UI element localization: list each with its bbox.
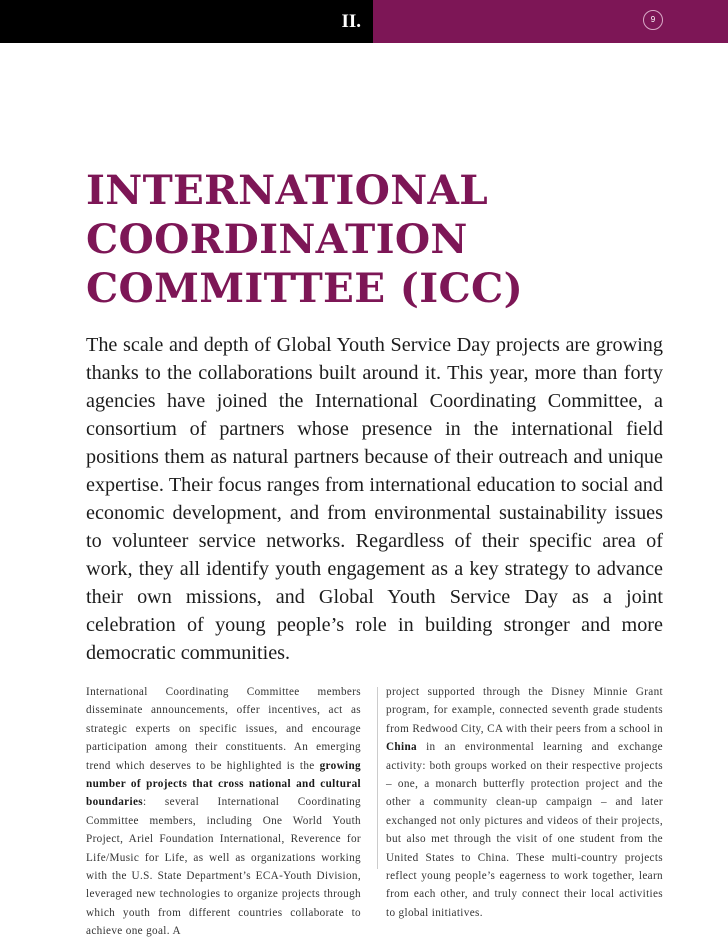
intro-paragraph: The scale and depth of Global Youth Service Day projects are growing thanks to the collaborations built around it. This year, more than forty agencies have joined the International Coordinating Committee, a consortium of partners whose presence in the international field positions them as natural partners because of their outreach and unique expertise. Their focus ranges from international education to social and economic development, and from environmental sustainability issues to volunteer service networks. Regardless of their specific area of work, they all identify youth engagement as a key strategy to advance their own missions, and Global Youth Service Day as a joint celebration of young people’s role in building stronger and more democratic communities. — [86, 334, 663, 664]
body-columns — [86, 683, 663, 941]
left-text-part-2: : several International Coordinating Committee members, including One World Youth Project, Ariel Foundation International, Reverence for Life/Music for Life, as well as organizations working with the U.S. State Department’s ECA-Youth Division, leveraged new technologies to organize projects through which youth from different countries collaborate to achieve one goal. A — [86, 796, 361, 938]
section-number-label: II. — [341, 11, 361, 32]
right-text-part-1: project supported through the Disney Minnie Grant program, for example, connected seventh grade students from Redwood City, CA with their peers from a school in — [386, 686, 663, 735]
left-column — [86, 683, 361, 941]
header-accent-bar — [373, 0, 728, 43]
title-line-2: COORDINATION — [86, 215, 468, 263]
right-text-part-2: in an environmental learning and exchange activity: both groups worked on their respective projects – one, a monarch butterfly protection project and the other a community clean-up campaign – and later exchanged not only pictures and videos of their projects, but also met through the visit of one student from the United States to China. These multi-country projects reflect young people’s eagerness to work together, learn from each other, and truly connect their local activities to global initiatives. — [386, 741, 663, 919]
title-line-3: COMMITTEE (ICC) — [86, 264, 524, 312]
page-title — [86, 166, 523, 313]
title-line-1: INTERNATIONAL — [86, 166, 489, 214]
right-column-text — [386, 683, 663, 922]
left-column-text — [86, 683, 361, 941]
left-text-part-1: International Coordinating Committee members disseminate announcements, offer incentives, act as strategic experts on specific issues, and encourage participation among their constituents. An emerging trend which deserves to be highlighted is the — [86, 686, 361, 772]
left-highlight: growing number of projects that cross national and cultural boundaries — [86, 759, 361, 809]
section-number — [300, 0, 373, 43]
right-highlight: China — [386, 741, 417, 754]
right-column — [386, 683, 663, 941]
page-number: 9 — [643, 10, 663, 30]
